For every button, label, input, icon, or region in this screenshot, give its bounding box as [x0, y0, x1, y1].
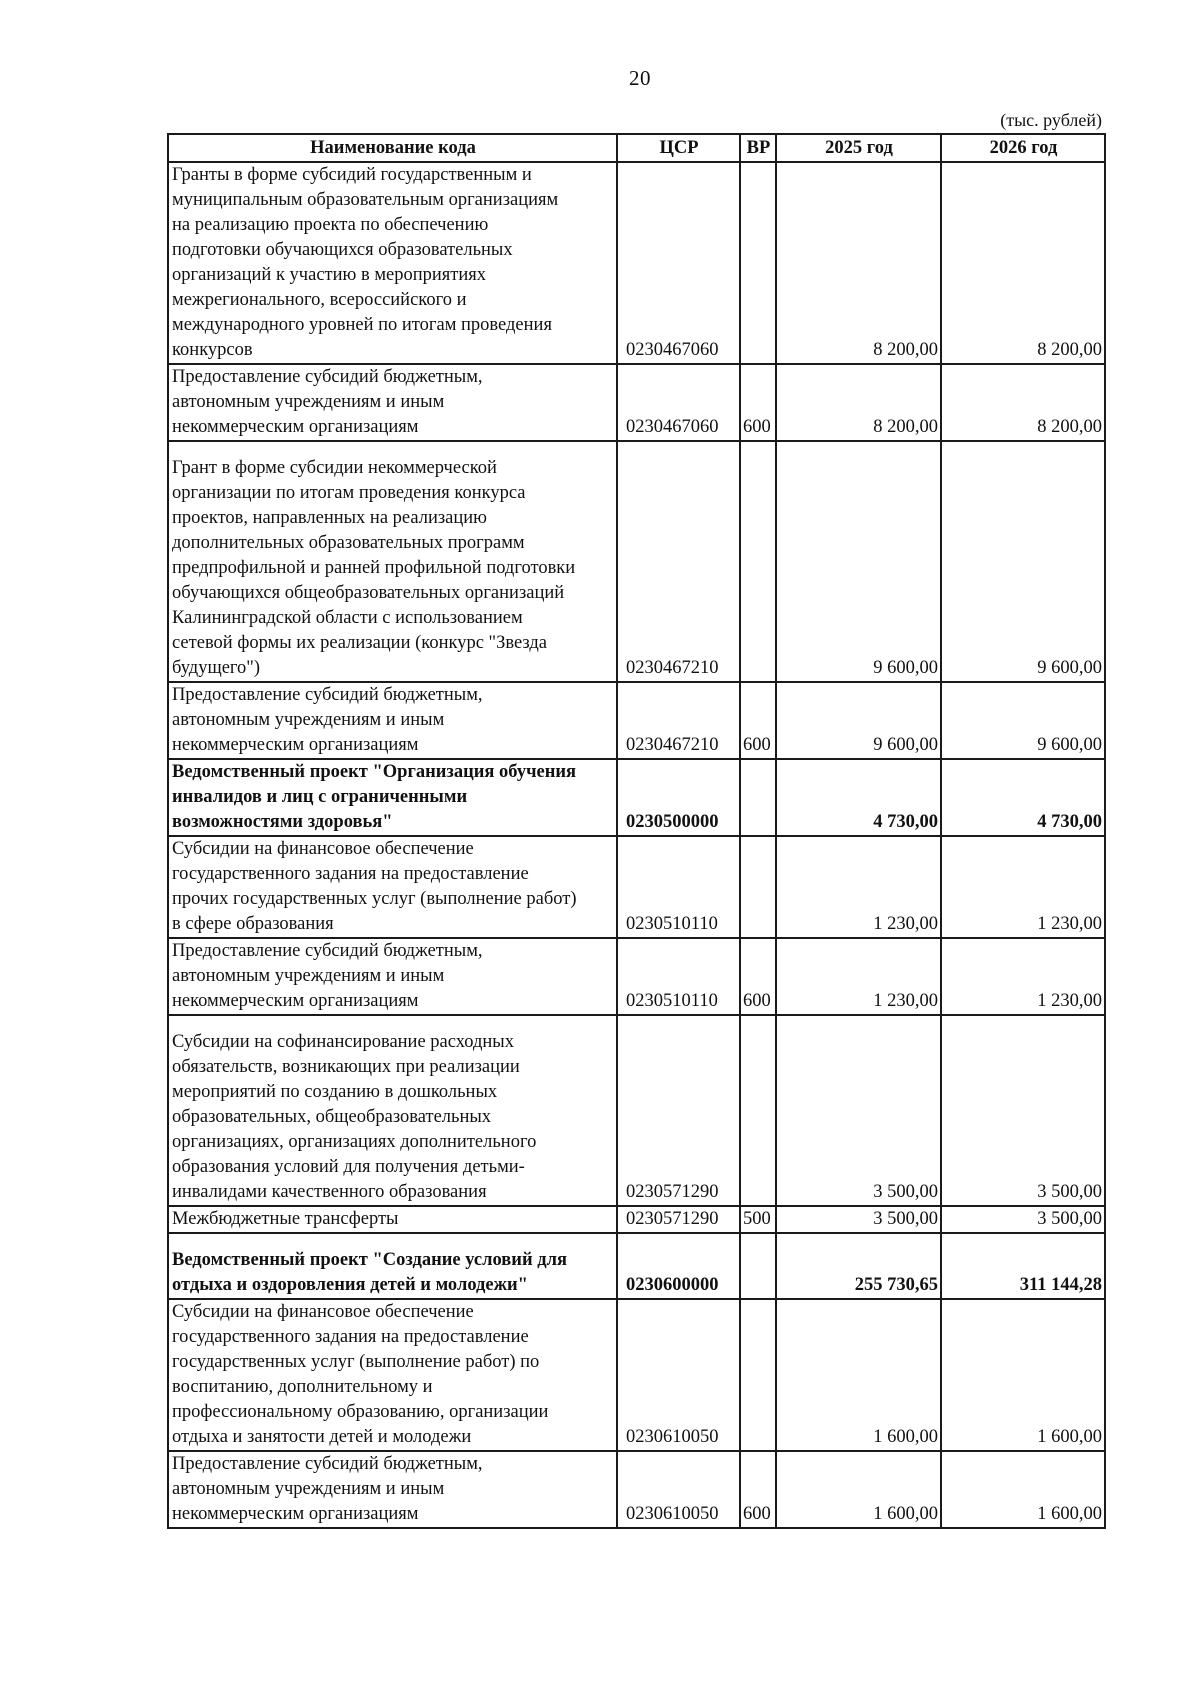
- row-vr: 600: [740, 682, 776, 759]
- row-csr: 0230571290: [617, 1015, 740, 1206]
- row-vr: [740, 836, 776, 938]
- table-row: [168, 682, 1105, 759]
- row-name: Межбюджетные трансферты: [168, 1206, 617, 1233]
- row-2026: 311 144,28: [941, 1233, 1105, 1299]
- table-row: [168, 1015, 1105, 1206]
- row-vr: 500: [740, 1206, 776, 1233]
- row-csr: 0230571290: [617, 1206, 740, 1233]
- row-vr: 600: [740, 364, 776, 441]
- header-2025: 2025 год: [776, 134, 941, 162]
- row-vr: [740, 1015, 776, 1206]
- row-vr: 600: [740, 938, 776, 1015]
- row-csr: 0230610050: [617, 1299, 740, 1451]
- row-name: Субсидии на софинансирование расходных обязательств, возникающих при реализации мероприятий по созданию в дошкольных образовательных, общеобразовательных организациях, организациях дополнительного образования условий для получения детьми- инвалидами качественного образования: [168, 1015, 617, 1206]
- header-2026: 2026 год: [941, 134, 1105, 162]
- row-vr: [740, 162, 776, 364]
- row-2025: 3 500,00: [776, 1015, 941, 1206]
- row-name: Грант в форме субсидии некоммерческой организации по итогам проведения конкурса проектов, направленных на реализацию дополнительных образовательных программ предпрофильной и ранней профильной подготовки обучающихся общеобразовательных организаций Калининградской области с использованием сетевой формы их реализации (конкурс "Звезда будущего"): [168, 441, 617, 682]
- table-row: [168, 364, 1105, 441]
- row-2026: 1 230,00: [941, 938, 1105, 1015]
- page-number: 20: [629, 66, 651, 90]
- row-name: Субсидии на финансовое обеспечение государственного задания на предоставление прочих государственных услуг (выполнение работ) в сфере образования: [168, 836, 617, 938]
- row-name: Предоставление субсидий бюджетным, автономным учреждениям и иным некоммерческим организациям: [168, 938, 617, 1015]
- row-2025: 9 600,00: [776, 682, 941, 759]
- row-2025: 8 200,00: [776, 162, 941, 364]
- row-csr: 0230467210: [617, 441, 740, 682]
- row-csr: 0230467210: [617, 682, 740, 759]
- row-name: Предоставление субсидий бюджетным, автономным учреждениям и иным некоммерческим организациям: [168, 1451, 617, 1528]
- row-2026: 1 600,00: [941, 1451, 1105, 1528]
- row-vr: [740, 1299, 776, 1451]
- row-csr: 0230500000: [617, 759, 740, 836]
- row-name: Предоставление субсидий бюджетным, автономным учреждениям и иным некоммерческим организациям: [168, 682, 617, 759]
- row-2026: 3 500,00: [941, 1015, 1105, 1206]
- row-2025: 4 730,00: [776, 759, 941, 836]
- row-csr: 0230510110: [617, 836, 740, 938]
- row-2026: 3 500,00: [941, 1206, 1105, 1233]
- row-2026: 8 200,00: [941, 364, 1105, 441]
- row-2026: 8 200,00: [941, 162, 1105, 364]
- row-name: Ведомственный проект "Создание условий для отдыха и оздоровления детей и молодежи": [168, 1233, 617, 1299]
- row-name: Предоставление субсидий бюджетным, автономным учреждениям и иным некоммерческим организациям: [168, 364, 617, 441]
- row-name: Ведомственный проект "Организация обучения инвалидов и лиц с ограниченными возможностями здоровья": [168, 759, 617, 836]
- header-vr: ВР: [740, 134, 776, 162]
- units-note: (тыс. рублей): [1000, 110, 1102, 130]
- table-row: [168, 1451, 1105, 1528]
- row-csr: 0230510110: [617, 938, 740, 1015]
- table-row: [168, 441, 1105, 682]
- table-row: [168, 1299, 1105, 1451]
- budget-table: [167, 133, 1106, 1529]
- row-2026: 9 600,00: [941, 441, 1105, 682]
- row-2025: 255 730,65: [776, 1233, 941, 1299]
- table-row-project: [168, 1233, 1105, 1299]
- header-name: Наименование кода: [168, 134, 617, 162]
- row-vr: 600: [740, 1451, 776, 1528]
- header-csr: ЦСР: [617, 134, 740, 162]
- row-vr: [740, 759, 776, 836]
- row-2025: 3 500,00: [776, 1206, 941, 1233]
- table-row: [168, 1206, 1105, 1233]
- row-2025: 1 600,00: [776, 1451, 941, 1528]
- table-row: [168, 162, 1105, 364]
- row-2026: 4 730,00: [941, 759, 1105, 836]
- row-2025: 8 200,00: [776, 364, 941, 441]
- row-csr: 0230467060: [617, 364, 740, 441]
- row-2026: 1 230,00: [941, 836, 1105, 938]
- row-csr: 0230600000: [617, 1233, 740, 1299]
- table-row: [168, 836, 1105, 938]
- row-2025: 1 230,00: [776, 836, 941, 938]
- row-2026: 1 600,00: [941, 1299, 1105, 1451]
- row-name: Гранты в форме субсидий государственным и муниципальным образовательным организациям на реализацию проекта по обеспечению подготовки обучающихся образовательных организаций к участию в мероприятиях межрегионального, всероссийского и международного уровней по итогам проведения конкурсов: [168, 162, 617, 364]
- row-2025: 1 230,00: [776, 938, 941, 1015]
- table-row: [168, 938, 1105, 1015]
- row-2026: 9 600,00: [941, 682, 1105, 759]
- row-csr: 0230467060: [617, 162, 740, 364]
- row-name: Субсидии на финансовое обеспечение государственного задания на предоставление государственных услуг (выполнение работ) по воспитанию, дополнительному и профессиональному образованию, организации отдыха и занятости детей и молодежи: [168, 1299, 617, 1451]
- table-row-project: [168, 759, 1105, 836]
- row-csr: 0230610050: [617, 1451, 740, 1528]
- table-header-row: [168, 134, 1105, 162]
- row-vr: [740, 441, 776, 682]
- row-2025: 1 600,00: [776, 1299, 941, 1451]
- row-2025: 9 600,00: [776, 441, 941, 682]
- row-vr: [740, 1233, 776, 1299]
